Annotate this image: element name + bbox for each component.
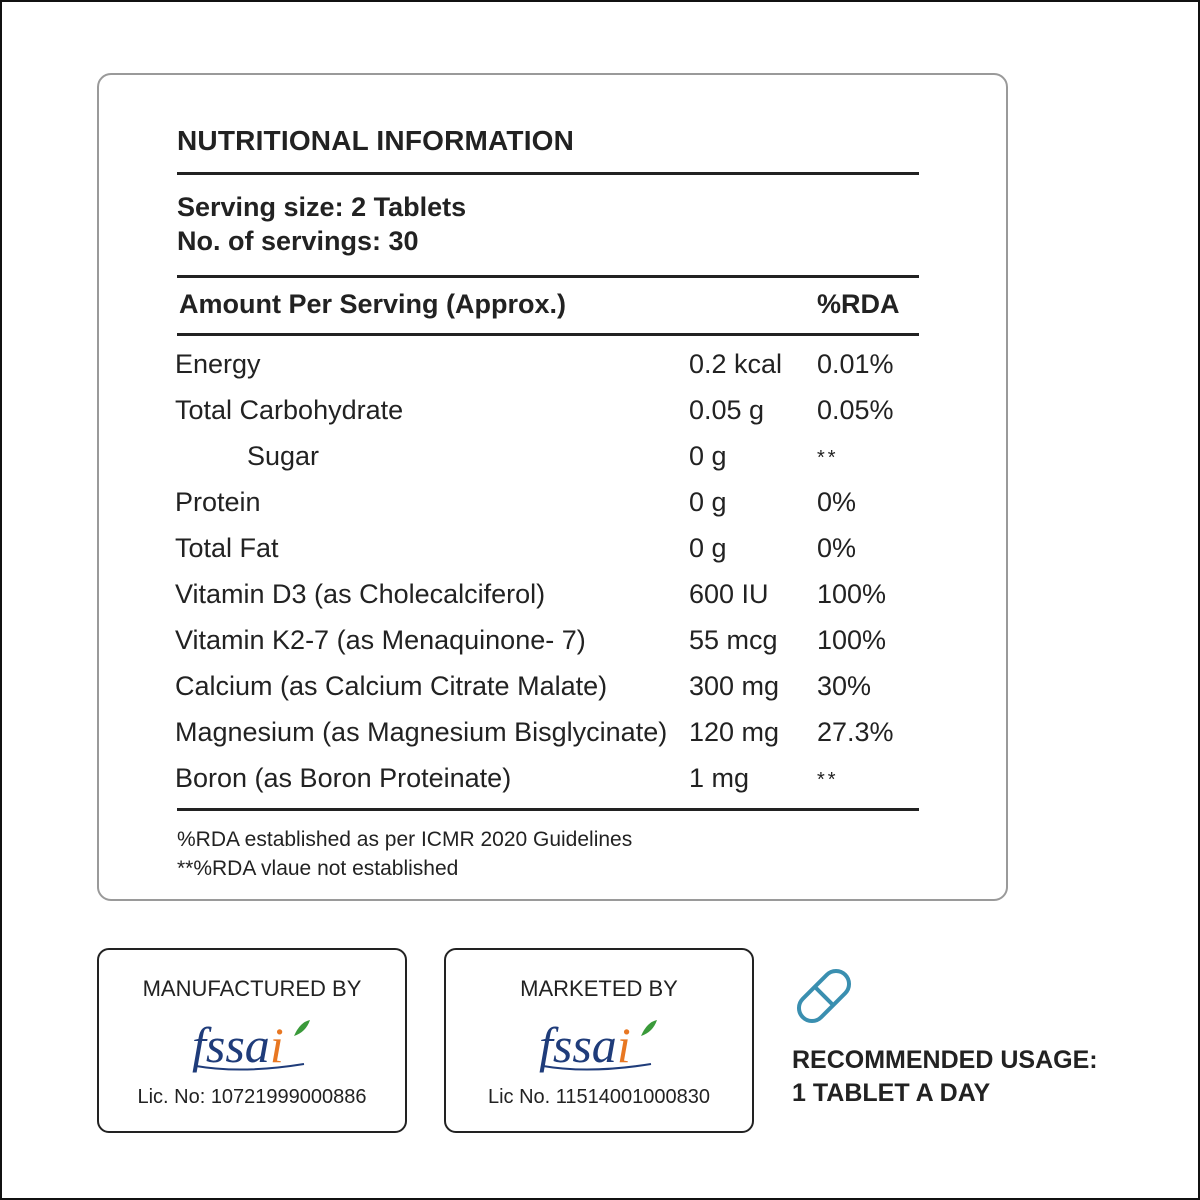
serving-size: Serving size: 2 Tablets (177, 192, 467, 222)
nutrient-name: Energy (175, 349, 261, 379)
nutrient-name: Total Fat (175, 533, 279, 563)
footnote-rda: %RDA established as per ICMR 2020 Guidelines (177, 828, 633, 851)
nutrition-panel (97, 73, 1008, 901)
footnote-not-established: **%RDA vlaue not established (177, 857, 459, 880)
panel-heading: NUTRITIONAL INFORMATION (177, 125, 575, 156)
nutrient-amount: 300 mg (689, 671, 780, 701)
table-row (99, 531, 979, 577)
manufacturer-box (97, 948, 407, 1133)
manufacturer-license: Lic. No: 10721999000886 (137, 1086, 367, 1108)
table-row (99, 485, 979, 531)
fssai-logo (446, 1012, 752, 1074)
column-header-rda: %RDA (817, 289, 900, 319)
table-row (99, 623, 979, 669)
fssai-wordmark: fssai (539, 1017, 631, 1073)
nutrient-amount: 55 mcg (689, 625, 778, 655)
table-row (99, 715, 979, 761)
table-row (99, 761, 979, 807)
table-row (99, 439, 979, 485)
divider (177, 333, 919, 336)
nutrient-amount: 0 g (689, 441, 727, 471)
nutrient-rda: 100% (817, 625, 887, 655)
divider (177, 808, 919, 811)
nutrient-amount: 1 mg (689, 763, 750, 793)
nutrient-amount: 600 IU (689, 579, 769, 609)
nutrient-rda: ** (817, 447, 839, 469)
divider (177, 172, 919, 175)
nutrient-rda: 0% (817, 487, 857, 517)
nutrient-amount: 0 g (689, 533, 727, 563)
table-row (99, 347, 979, 393)
nutrient-rda: ** (817, 769, 839, 791)
table-row (99, 669, 979, 715)
nutrient-name: Sugar (247, 441, 320, 471)
table-row (99, 393, 979, 439)
nutrient-rda: 0.01% (817, 349, 894, 379)
usage-heading: RECOMMENDED USAGE: (792, 1046, 1098, 1074)
nutrient-name: Calcium (as Calcium Citrate Malate) (175, 671, 608, 701)
marketer-box (444, 948, 754, 1133)
column-header-amount: Amount Per Serving (Approx.) (179, 289, 567, 319)
usage-dosage: 1 TABLET A DAY (792, 1079, 991, 1107)
nutrient-amount: 120 mg (689, 717, 780, 747)
capsule-icon (790, 963, 858, 1034)
divider (177, 275, 919, 278)
nutrient-amount: 0.05 g (689, 395, 765, 425)
manufacturer-title: MANUFACTURED BY (142, 976, 362, 1001)
nutrient-amount: 0 g (689, 487, 727, 517)
nutrient-name: Vitamin D3 (as Cholecalciferol) (175, 579, 546, 609)
nutrient-name: Protein (175, 487, 261, 517)
nutrient-name: Magnesium (as Magnesium Bisglycinate) (175, 717, 668, 747)
table-row (99, 577, 979, 623)
nutrient-rda: 27.3% (817, 717, 894, 747)
fssai-logo (99, 1012, 405, 1074)
nutrient-rda: 100% (817, 579, 887, 609)
nutrient-name: Boron (as Boron Proteinate) (175, 763, 512, 793)
nutrient-rda: 0.05% (817, 395, 894, 425)
nutrient-amount: 0.2 kcal (689, 349, 783, 379)
nutrient-rda: 0% (817, 533, 857, 563)
fssai-wordmark: fssai (192, 1017, 284, 1073)
nutrient-rda: 30% (817, 671, 872, 701)
marketer-license: Lic No. 11514001000830 (487, 1086, 711, 1108)
nutrient-name: Vitamin K2-7 (as Menaquinone- 7) (175, 625, 586, 655)
nutrient-name: Total Carbohydrate (175, 395, 404, 425)
marketer-title: MARKETED BY (520, 976, 678, 1001)
servings-count: No. of servings: 30 (177, 226, 419, 256)
